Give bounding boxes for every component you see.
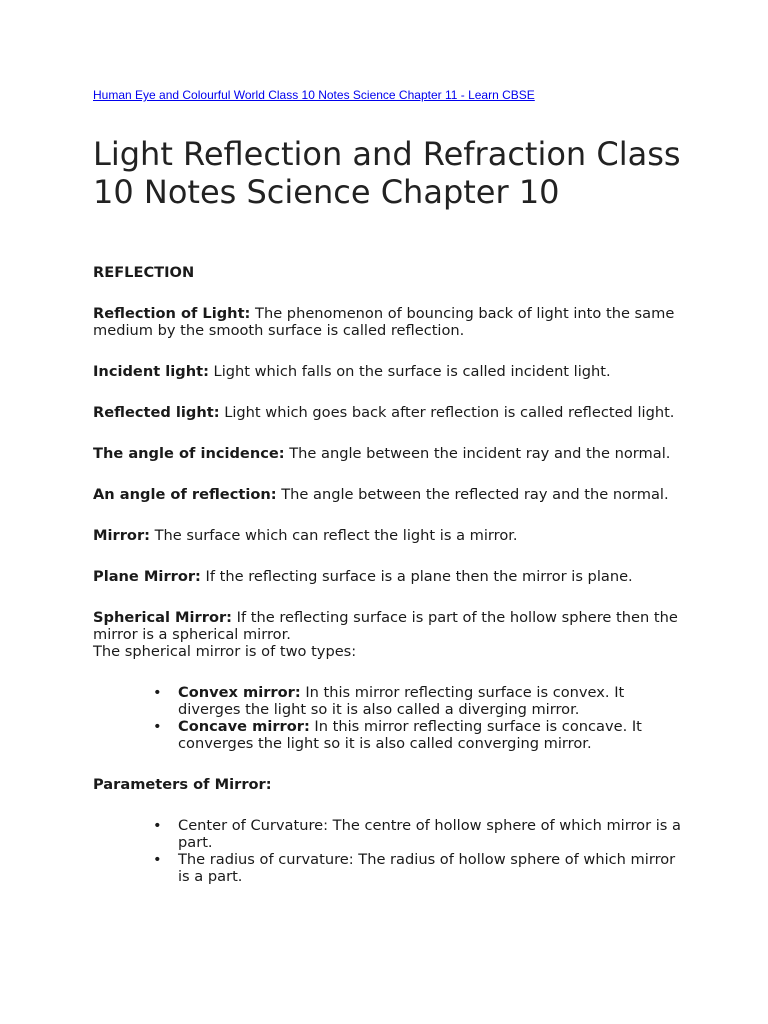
page-title: Light Reflection and Refraction Class 10 Notes Science Chapter 10 [93,135,681,211]
definition-plane-mirror [93,568,683,585]
definition-text: Light which goes back after reflection is called reflected light. [219,404,675,421]
definition-text: The phenomenon of bouncing back of light into the same medium by the smooth surface is called reflection. [93,305,675,339]
definition-text: If the reflecting surface is a plane then the mirror is plane. [200,568,633,585]
definition-term: Mirror: [93,527,150,544]
definition-mirror [93,527,683,544]
bullet-icon: • [153,851,162,868]
definition-term: An angle of reflection: [93,486,277,503]
definition-text: Light which falls on the surface is called incident light. [208,363,611,380]
definition-reflected-light [93,404,683,421]
definition-term: Incident light: [93,363,209,380]
related-notes-link[interactable]: Human Eye and Colourful World Class 10 Notes Science Chapter 11 - Learn CBSE [93,88,535,102]
definition-spherical-mirror [93,609,683,660]
parameter-text: The radius of curvature: The radius of hollow sphere of which mirror is a part. [178,851,676,885]
list-item [93,718,683,752]
definition-term: Spherical Mirror: [93,609,233,626]
mirror-types-list [93,684,683,752]
definition-text: The angle between the reflected ray and the normal. [276,486,669,503]
definition-term: The angle of incidence: [93,445,285,462]
definition-text: If the reflecting surface is part of the hollow sphere then the mirror is a spherical mirror. [93,609,678,643]
bullet-icon: • [153,817,162,834]
parameter-text: Center of Curvature: The centre of hollow sphere of which mirror is a part. [178,817,681,851]
mirror-type-term: Convex mirror: [178,684,301,701]
parameters-list [93,817,683,885]
definition-text: The surface which can reflect the light is a mirror. [149,527,518,544]
definition-angle-of-incidence [93,445,683,462]
definition-angle-of-reflection [93,486,683,503]
section-heading: REFLECTION [93,264,195,281]
mirror-type-term: Concave mirror: [178,718,310,735]
mirror-type-text: In this mirror reflecting surface is convex. It diverges the light so it is also called a diverging mirror. [178,684,625,718]
mirror-types-intro: The spherical mirror is of two types: [93,643,357,660]
list-item [93,817,683,851]
definition-term: Plane Mirror: [93,568,201,585]
definition-term: Reflected light: [93,404,220,421]
list-item [93,851,683,885]
definition-text: The angle between the incident ray and the normal. [284,445,671,462]
definition-term: Reflection of Light: [93,305,251,322]
mirror-type-text: In this mirror reflecting surface is concave. It converges the light so it is also called converging mirror. [178,718,642,752]
definition-incident-light [93,363,683,380]
list-item [93,684,683,718]
bullet-icon: • [153,718,162,735]
bullet-icon: • [153,684,162,701]
parameters-heading: Parameters of Mirror: [93,776,272,793]
definition-reflection-of-light [93,305,683,339]
content-body [93,264,683,909]
